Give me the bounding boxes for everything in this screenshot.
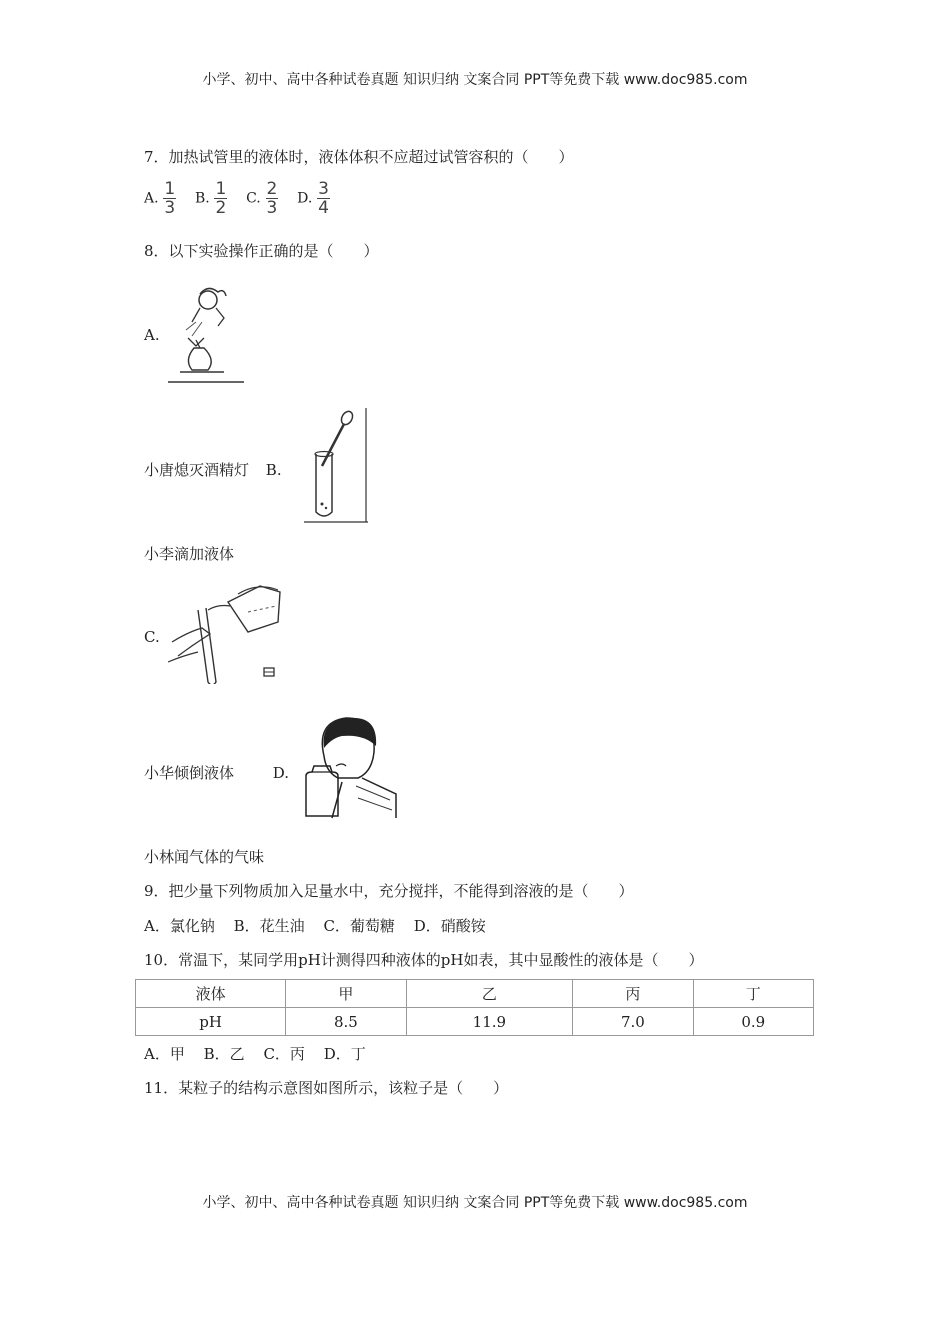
ph-table-cell: 液体 (136, 980, 286, 1008)
q8-option-b-caption: 小李滴加液体 (144, 545, 235, 563)
q9-option-d: D．硝酸铵 (413, 917, 486, 935)
ph-table-cell: 乙 (406, 980, 573, 1008)
q8-stem: 8．以下实验操作正确的是（ ） (144, 242, 379, 260)
q7-option-b-label: B. (194, 190, 210, 207)
q10-option-d: D．丁 (323, 1045, 366, 1063)
alcohol-lamp-blowing-illustration (166, 278, 246, 386)
q9-options (144, 915, 500, 936)
q7-option-a-label: A. (144, 190, 159, 207)
q7-options (144, 180, 344, 217)
q10-option-a: A．甲 (144, 1045, 185, 1063)
page-footer: 小学、初中、高中各种试卷真题 知识归纳 文案合同 PPT等免费下载 www.doc985.com (202, 1195, 748, 1211)
q7-option-d-label: D. (297, 190, 313, 207)
q8-option-b-label: B. (265, 461, 282, 479)
page-header: 小学、初中、高中各种试卷真题 知识归纳 文案合同 PPT等免费下载 www.doc985.com (202, 72, 748, 88)
ph-table-cell: 甲 (286, 980, 406, 1008)
q7-option-a-fraction: $\frac{1}{3}$ (164, 179, 176, 218)
q7-option-c-fraction: $\frac{2}{3}$ (266, 179, 278, 218)
ph-table (135, 979, 814, 1036)
ph-table-cell: 丁 (693, 980, 813, 1008)
q9-stem: 9．把少量下列物质加入足量水中，充分搅拌，不能得到溶液的是（ ） (144, 882, 634, 900)
q8-option-d-caption: 小林闻气体的气味 (144, 848, 265, 866)
q9-option-c: C．葡萄糖 (323, 917, 395, 935)
ph-table-cell: 0.9 (693, 1008, 813, 1036)
q11-stem: 11．某粒子的结构示意图如图所示，该粒子是（ ） (144, 1079, 509, 1097)
ph-table-cell: 11.9 (406, 1008, 573, 1036)
ph-table-cell: 7.0 (573, 1008, 693, 1036)
smelling-gas-illustration (302, 712, 398, 820)
ph-table-cell: 8.5 (286, 1008, 406, 1036)
q7-option-c-label: C. (246, 190, 261, 207)
q7-option-b-fraction: $\frac{1}{2}$ (215, 179, 227, 218)
ph-table-value-row (136, 1008, 814, 1036)
q10-option-c: C．丙 (263, 1045, 305, 1063)
q7-option-d-fraction: $\frac{3}{4}$ (318, 179, 329, 218)
q9-option-b: B．花生油 (233, 917, 305, 935)
q8-option-c-caption: 小华倾倒液体 (144, 764, 235, 782)
q9-option-a: A．氯化钠 (144, 917, 215, 935)
q8-option-a-caption: 小唐熄灭酒精灯 (144, 461, 250, 479)
q8-option-c-label: C. (144, 628, 160, 646)
q8-option-d-label: D. (272, 764, 290, 782)
q8-option-c-caption-row (144, 762, 289, 783)
ph-table-cell: 丙 (573, 980, 693, 1008)
q10-options (144, 1043, 380, 1064)
pouring-liquid-illustration (168, 582, 288, 684)
q8-option-a-label: A. (144, 326, 160, 344)
q10-stem: 10．常温下，某同学用pH计测得四种液体的pH如表，其中显酸性的液体是（ ） (144, 951, 704, 969)
ph-table-header-row (136, 980, 814, 1008)
dropper-test-tube-illustration (300, 408, 370, 524)
q10-option-b: B．乙 (203, 1045, 245, 1063)
ph-table-cell: pH (136, 1008, 286, 1036)
q7-stem: 7．加热试管里的液体时，液体体积不应超过试管容积的（ ） (144, 148, 574, 166)
q8-option-a-caption-row (144, 459, 282, 480)
